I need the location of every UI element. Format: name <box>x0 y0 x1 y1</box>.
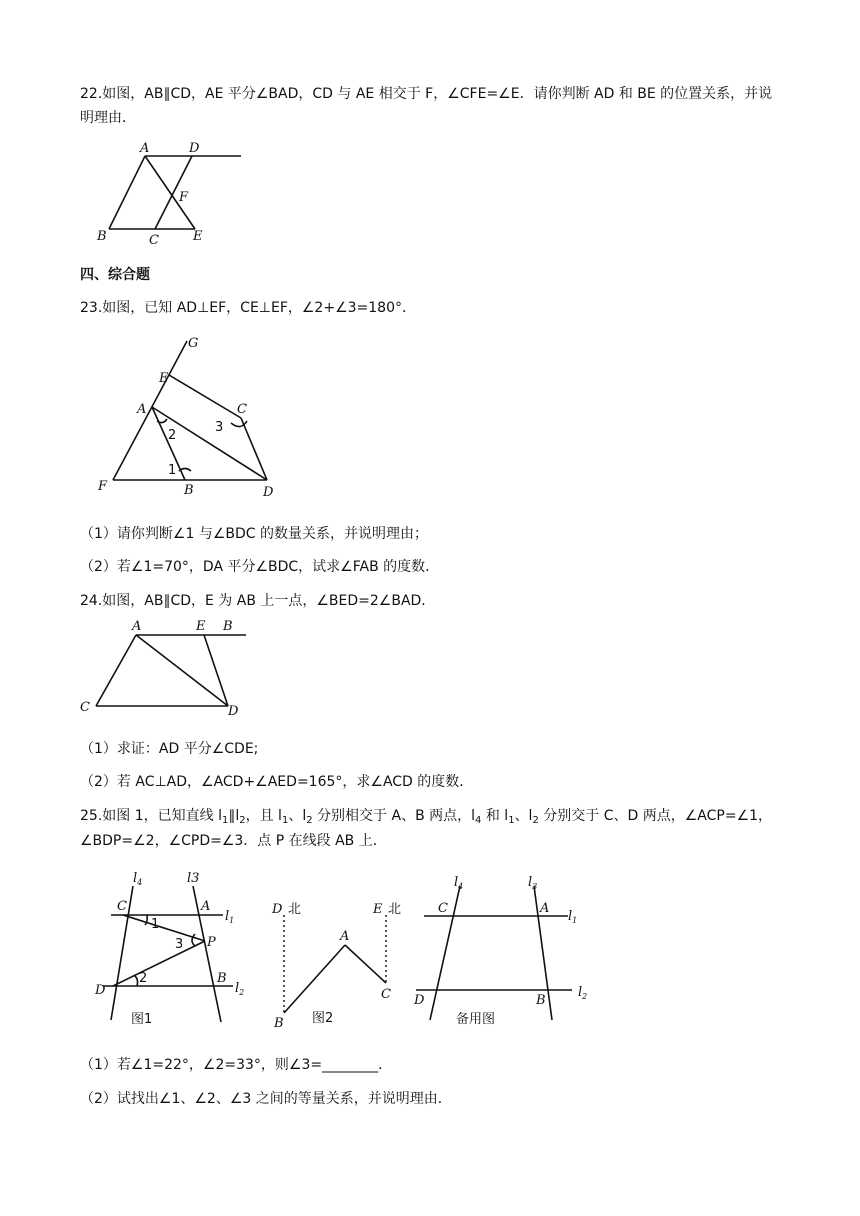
q24-text: 24.如图，AB∥CD，E 为 AB 上一点，∠BED=2∠BAD． <box>80 593 436 609</box>
q25-fig1-angle-3: 3 <box>175 937 184 952</box>
q25-spare-l3: $l_3$ <box>528 875 538 891</box>
q25-fig1-l1: $l_1$ <box>225 909 235 925</box>
q25-spare-l4: $l_4$ <box>454 875 464 891</box>
q25-fig2-label-c: C <box>381 987 391 1002</box>
q23-figure <box>95 335 285 500</box>
q22-label-e: E <box>193 229 203 244</box>
q24-part1: （1）求证：AD 平分∠CDE; <box>80 741 259 757</box>
q25-text-line2: ∠BDP=∠2，∠CPD=∠3．点 P 在线段 AB 上． <box>80 833 387 849</box>
q23-label-d: D <box>263 485 274 500</box>
q23-part2: （2）若∠1=70°，DA 平分∠BDC，试求∠FAB 的度数． <box>80 559 440 575</box>
q25-figure-2 <box>270 895 410 1030</box>
q22-text: 22.如图，AB∥CD，AE 平分∠BAD，CD 与 AE 相交于 F，∠CFE=∠E．请你判断 AD 和 BE 的位置关系，并说明理由． <box>80 86 773 126</box>
q25-fig1-l3: l3 <box>187 871 200 886</box>
q23-label-g: G <box>188 336 199 351</box>
q25-figure-1 <box>95 870 265 1030</box>
q23-label-e: E <box>159 371 169 386</box>
q22-label-c: C <box>149 233 159 248</box>
q25-fig1-label-c: C <box>117 899 127 914</box>
q23-text: 23.如图，已知 AD⊥EF，CE⊥EF，∠2+∠3=180°． <box>80 300 416 316</box>
q25-fig2-north-1: 北 <box>288 902 302 917</box>
q22-label-d: D <box>189 141 200 156</box>
q25-part2: （2）试找出∠1、∠2、∠3 之间的等量关系，并说明理由． <box>80 1091 452 1107</box>
q25-fig1-l4: $l_4$ <box>133 871 143 887</box>
q25-spare-l1: $l_1$ <box>568 909 578 925</box>
q23-label-c: C <box>237 402 247 417</box>
q25-fig2-label-d: D <box>272 902 283 917</box>
q25-spare-label-b: B <box>536 993 546 1008</box>
q25-fig1-angle-1: 1 <box>151 917 160 932</box>
q25-fig1-l2: $l_2$ <box>235 981 245 997</box>
q22-figure <box>95 140 255 250</box>
q25-figure-spare <box>412 870 592 1030</box>
q24-figure <box>78 615 258 725</box>
q25-spare-label-d: D <box>414 993 425 1008</box>
q25-fig1-label-d: D <box>95 983 106 998</box>
q24-label-c: C <box>80 700 90 715</box>
q22-label-a: A <box>140 141 150 156</box>
section-title: 四、综合题 <box>80 267 150 283</box>
q25-text: 25.如图 1，已知直线 $l_1\parallel l_2$，且 $l_1$、$l_2$ 分别相交于 A、B 两点，$l_4$ 和 $l_1$、$l_2$ 分别交于 C、D 两点，∠ACP=∠1， <box>80 808 773 826</box>
q25-spare-label-c: C <box>438 901 448 916</box>
q25-fig1-label-p: P <box>207 935 216 950</box>
q23-angle-1: 1 <box>168 463 177 478</box>
q24-label-a: A <box>132 619 142 634</box>
q25-fig2-north-2: 北 <box>388 902 402 917</box>
q23-label-f: F <box>98 479 108 494</box>
q23-angle-3: 3 <box>215 420 224 435</box>
q22-label-b: B <box>97 229 107 244</box>
q23-label-b: B <box>184 483 194 498</box>
q23-part1: （1）请你判断∠1 与∠BDC 的数量关系，并说明理由； <box>80 526 428 542</box>
q25-fig2-label-a: A <box>340 929 350 944</box>
q23-angle-2: 2 <box>168 428 177 443</box>
q25-part1: （1）若∠1=22°，∠2=33°，则∠3=________． <box>80 1057 393 1073</box>
q25-spare-caption: 备用图 <box>456 1012 496 1027</box>
q23-label-a: A <box>137 402 147 417</box>
q24-label-d: D <box>228 704 239 719</box>
q25-fig2-caption: 图2 <box>312 1011 334 1026</box>
q25-fig2-label-e: E <box>373 902 383 917</box>
q24-label-b: B <box>223 619 233 634</box>
q25-fig2-label-b: B <box>274 1016 284 1031</box>
q24-part2: （2）若 AC⊥AD，∠ACD+∠AED=165°，求∠ACD 的度数． <box>80 774 474 790</box>
q25-fig1-caption: 图1 <box>131 1012 153 1027</box>
q25-spare-l2: $l_2$ <box>578 985 588 1001</box>
q25-fig1-angle-2: 2 <box>139 971 148 986</box>
q24-label-e: E <box>196 619 206 634</box>
q25-fig1-label-b: B <box>217 971 227 986</box>
q25-fig1-label-a: A <box>201 899 211 914</box>
q22-label-f: F <box>179 190 189 205</box>
q25-spare-label-a: A <box>540 901 550 916</box>
